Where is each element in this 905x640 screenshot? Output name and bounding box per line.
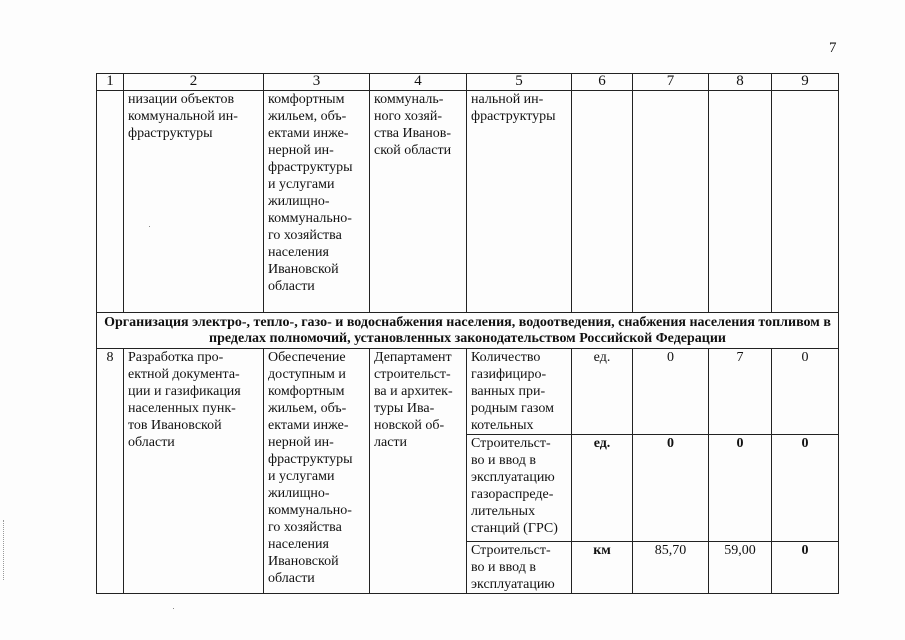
- indicators-table: [96, 73, 839, 594]
- goal-cell: комфортным жильем, объ- ектами инже- нерной ин- фраструктуры и услугами жилищно- коммунально- го хозяйства населения Ивановской области: [264, 91, 370, 313]
- activity-cell: Разработка про- ектной документа- ции и газификация населенных пунк- тов Ивановской области: [124, 349, 264, 594]
- indicator-cell: Строительст- во и ввод в эксплуатацию газораспреде- лительных станций (ГРС): [467, 435, 572, 542]
- header-cell: 7: [633, 74, 709, 91]
- value-cell: 0: [772, 435, 839, 542]
- scan-artifact: [3, 520, 5, 580]
- row-8-indicator-1: [97, 349, 839, 435]
- header-cell: 4: [370, 74, 467, 91]
- header-cell: 1: [97, 74, 124, 91]
- continuation-row: [97, 91, 839, 313]
- indicator-cell: нальной ин- фраструктуры: [467, 91, 572, 313]
- value-cell: 59,00: [709, 542, 772, 594]
- value-cell: 0: [772, 542, 839, 594]
- header-row: [97, 74, 839, 91]
- goal-cell: Обеспечение доступным и комфортным жильем, объ- ектами инже- нерной ин- фраструктуры и услугами жилищно- коммунально- го хозяйства населения Ивановской области: [264, 349, 370, 594]
- indicator-cell: Строительст- во и ввод в эксплуатацию: [467, 542, 572, 594]
- value-cell: 0: [709, 435, 772, 542]
- value-cell: 0: [633, 349, 709, 435]
- indicator-cell: Количество газифициро- ванных при- родным газом котельных: [467, 349, 572, 435]
- scan-dot: [149, 226, 150, 227]
- unit-cell: ед.: [572, 349, 633, 435]
- header-cell: 8: [709, 74, 772, 91]
- unit-cell: [572, 91, 633, 313]
- row-number-cell: [97, 91, 124, 313]
- activity-cell: низации объектов коммунальной ин- фраструктуры: [124, 91, 264, 313]
- section-title: Организация электро-, тепло-, газо- и водоснабжения населения, водоотведения, снабжения населения топливом в пределах полномочий, установленных законодательством Российской Федерации: [97, 313, 839, 349]
- section-row: [97, 313, 839, 349]
- value-cell: 0: [772, 349, 839, 435]
- value-cell: [633, 91, 709, 313]
- scan-dot: [173, 608, 174, 609]
- value-cell: 7: [709, 349, 772, 435]
- unit-cell: км: [572, 542, 633, 594]
- value-cell: [709, 91, 772, 313]
- executor-cell: Департамент строительст- ва и архитек- туры Ива- новской об- ласти: [370, 349, 467, 594]
- header-cell: 6: [572, 74, 633, 91]
- unit-cell: ед.: [572, 435, 633, 542]
- row-number-cell: 8: [97, 349, 124, 594]
- executor-cell: коммуналь- ного хозяй- ства Иванов- ской области: [370, 91, 467, 313]
- value-cell: 0: [633, 435, 709, 542]
- header-cell: 5: [467, 74, 572, 91]
- header-cell: 3: [264, 74, 370, 91]
- value-cell: [772, 91, 839, 313]
- value-cell: 85,70: [633, 542, 709, 594]
- header-cell: 9: [772, 74, 839, 91]
- header-cell: 2: [124, 74, 264, 91]
- page-number: 7: [829, 40, 837, 56]
